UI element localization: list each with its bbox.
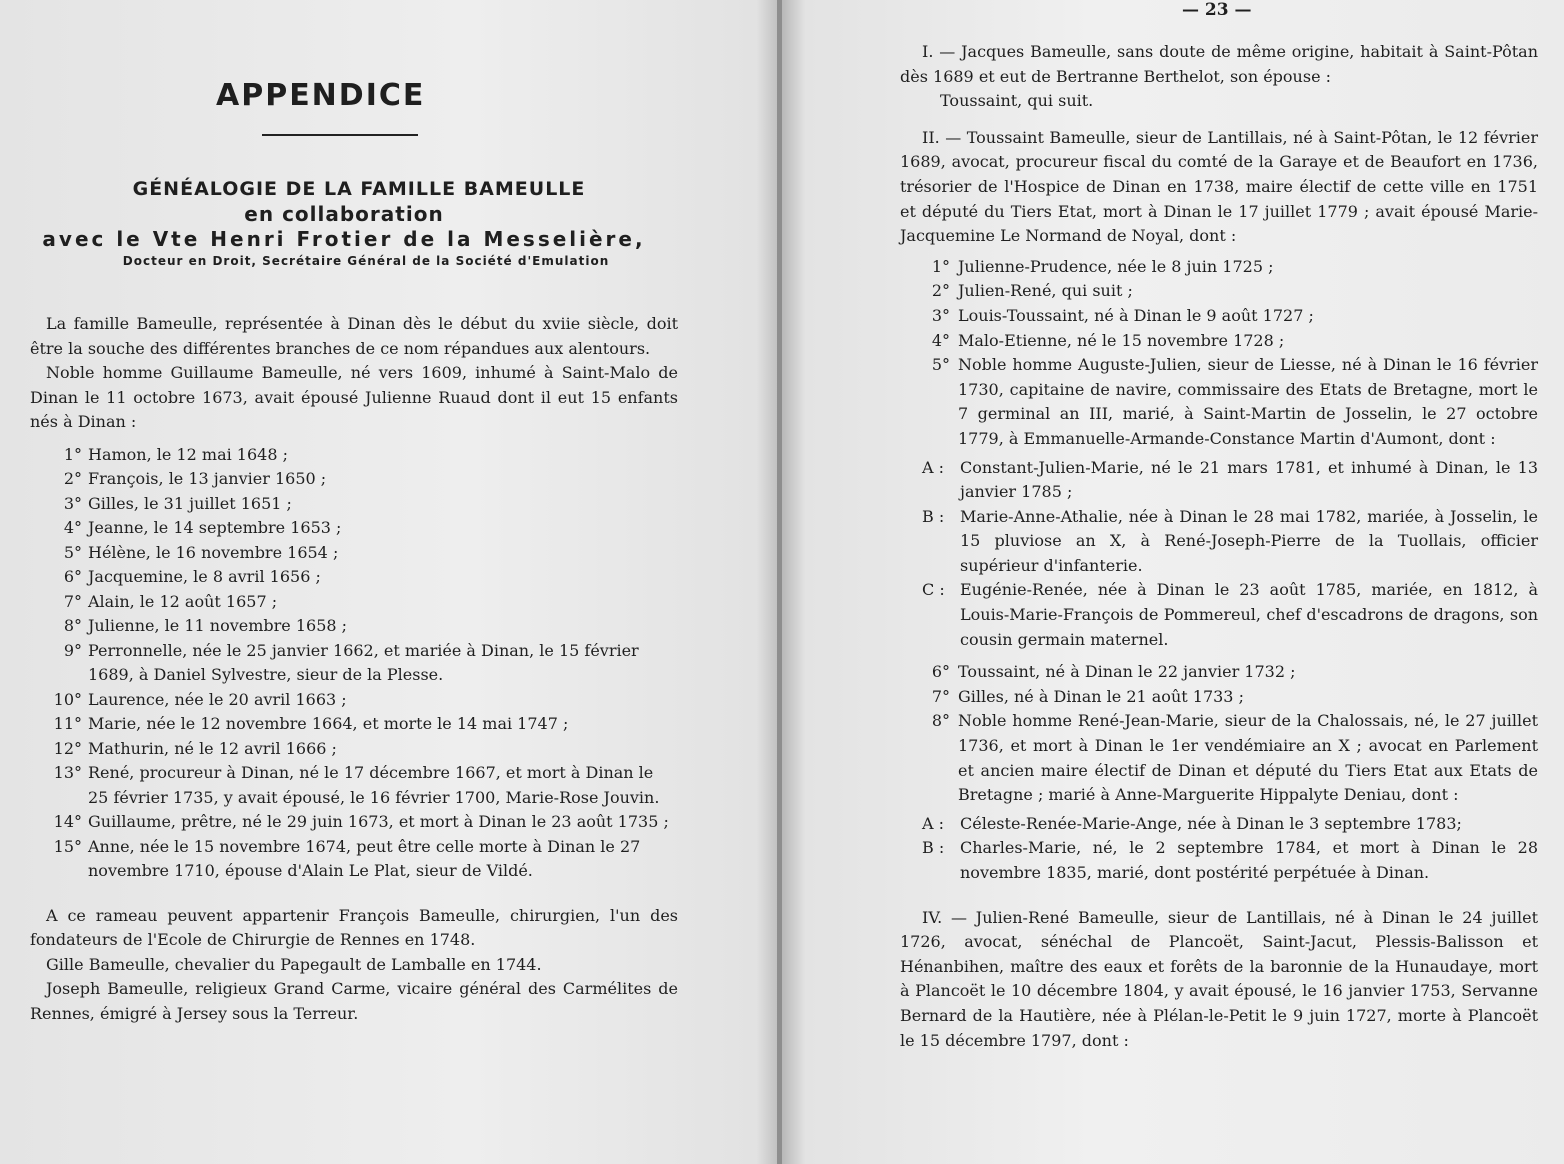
list-item-text: Eugénie-Renée, née à Dinan le 23 août 1785, mariée, en 1812, à Louis-Marie-François de Pommereul, chef d'escadrons de dragons, son cousin germain maternel.	[960, 580, 1538, 649]
right-page-body	[900, 40, 1538, 1053]
grandchild-entry	[922, 505, 1538, 579]
list-item-number: 15°	[53, 836, 82, 856]
genealogy-heading	[18, 178, 670, 269]
child-entry	[900, 329, 1538, 354]
child-entry	[30, 712, 678, 737]
list-item-number: 1°	[931, 256, 950, 276]
child-entry	[30, 810, 678, 835]
list-item-text: Malo-Etienne, né le 15 novembre 1728 ;	[958, 330, 1285, 350]
closing-paragraph-3: Joseph Bameulle, religieux Grand Carme, vicaire général des Carmélites de Rennes, émigré à Jersey sous la Terreur.	[30, 979, 678, 1023]
list-item-number: C :	[922, 580, 945, 600]
list-item-number: 2°	[931, 281, 950, 301]
list-item-text: Julienne-Prudence, née le 8 juin 1725 ;	[958, 256, 1274, 276]
child-entry	[30, 688, 678, 713]
right-page	[782, 0, 1564, 1164]
child-entry	[30, 737, 678, 762]
child-entry	[900, 255, 1538, 280]
heading-line-4: Docteur en Droit, Secrétaire Général de la Société d'Emulation	[122, 253, 610, 268]
list-item-text: Jeanne, le 14 septembre 1653 ;	[88, 518, 342, 537]
list-item-text: Perronnelle, née le 25 janvier 1662, et mariée à Dinan, le 15 février 1689, à Daniel Sylvestre, sieur de la Plesse.	[88, 640, 639, 684]
list-item-number: 4°	[931, 330, 950, 350]
child-entry	[900, 353, 1538, 451]
child-entry	[30, 565, 678, 590]
list-item-number: 11°	[53, 714, 82, 733]
list-item-number: B :	[922, 506, 945, 526]
list-item-number: A :	[922, 457, 945, 477]
list-item-text: Noble homme Auguste-Julien, sieur de Liesse, né à Dinan le 16 février 1730, capitaine de navire, commissaire des Etats de Bretagne, mort le 7 germinal an III, marié, à Saint-Martin de Josselin, le 27 octobre 1779, à Emmanuelle-Armande-Constance Martin d'Aumont, dont :	[958, 355, 1538, 448]
child-entry	[30, 614, 678, 639]
grandchild-entry	[922, 456, 1538, 505]
grandchild-entry	[922, 578, 1538, 652]
list-item-text: Marie, née le 12 novembre 1664, et morte le 14 mai 1747 ;	[88, 714, 569, 733]
child-entry	[30, 443, 678, 468]
list-item-number: 9°	[63, 640, 82, 660]
left-page-body	[30, 312, 678, 1026]
child-entry	[900, 304, 1538, 329]
list-item-text: Julien-René, qui suit ;	[958, 281, 1133, 301]
child-entry	[30, 590, 678, 615]
heading-line-1: GÉNÉALOGIE DE LA FAMILLE BAMEULLE	[132, 178, 586, 200]
list-item-number: 13°	[53, 763, 82, 782]
list-item-number: 8°	[63, 616, 82, 635]
sub-list-5	[922, 456, 1538, 653]
list-item-number: 14°	[53, 812, 82, 831]
grandchild-entry	[922, 812, 1538, 837]
list-item-number: 6°	[931, 662, 950, 682]
sub-list-8	[922, 812, 1538, 886]
list-item-text: Louis-Toussaint, né à Dinan le 9 août 1727 ;	[958, 305, 1314, 325]
list-item-text: René, procureur à Dinan, né le 17 décembre 1667, et mort à Dinan le 25 février 1735, y avait épousé, le 16 février 1700, Marie-Rose Jouvin.	[88, 763, 660, 807]
list-item-text: Alain, le 12 août 1657 ;	[88, 591, 278, 611]
list-item-text: Laurence, née le 20 avril 1663 ;	[88, 689, 347, 709]
child-entry	[30, 835, 678, 884]
list-item-text: Anne, née le 15 novembre 1674, peut être celle morte à Dinan le 27 novembre 1710, épouse d'Alain Le Plat, sieur de Vildé.	[88, 836, 641, 880]
child-entry	[900, 279, 1538, 304]
list-item-number: 3°	[63, 493, 82, 513]
list-item-text: François, le 13 janvier 1650 ;	[88, 469, 327, 488]
intro-paragraph-2: Noble homme Guillaume Bameulle, né vers 1609, inhumé à Saint-Malo de Dinan le 11 octobre 1673, avait épousé Julienne Ruaud dont il eut 15 enfants nés à Dinan :	[30, 363, 678, 431]
list-item-number: 1°	[63, 444, 82, 464]
intro-paragraph-1: La famille Bameulle, représentée à Dinan dès le début du xviie siècle, doit être la souche des différentes branches de ce nom répandues aux alentours.	[30, 314, 678, 358]
child-entry	[900, 660, 1538, 685]
heading-line-3: avec le Vte Henri Frotier de la Messelière,	[42, 226, 646, 251]
list-item-text: Julienne, le 11 novembre 1658 ;	[88, 616, 348, 635]
list-item-number: 5°	[931, 355, 950, 375]
list-item-number: 4°	[63, 518, 82, 537]
page-number: — 23 —	[1182, 0, 1252, 20]
list-item-number: 2°	[63, 469, 82, 488]
child-entry	[30, 492, 678, 517]
child-entry	[900, 685, 1538, 710]
section-2: II. — Toussaint Bameulle, sieur de Lantillais, né à Saint-Pôtan, le 12 février 1689, avocat, procureur fiscal du comté de la Garaye et de Beaufort en 1736, trésorier de l'Hospice de Dinan en 1738, maire électif de cette ville en 1751 et député du Tiers Etat, mort à Dinan le 17 juillet 1779 ; avait épousé Marie-Jacquemine Le Normand de Noyal, dont :	[900, 127, 1538, 246]
list-item-number: B :	[922, 838, 945, 858]
list-item-text: Hamon, le 12 mai 1648 ;	[88, 444, 288, 464]
closing-paragraph-2: Gille Bameulle, chevalier du Papegault de Lamballe en 1744.	[46, 954, 542, 974]
list-item-number: 12°	[53, 738, 82, 758]
child-entry	[900, 709, 1538, 807]
child-entry	[30, 516, 678, 541]
list-item-number: 8°	[931, 711, 950, 731]
children-list-a	[900, 255, 1538, 452]
list-item-text: Noble homme René-Jean-Marie, sieur de la Chalossais, né, le 27 juillet 1736, et mort à Dinan le 1er vendémiaire an X ; avocat en Parlement et ancien maire électif de Dinan et député du Tiers Etat aux Etats de Bretagne ; marié à Anne-Marguerite Hippalyte Deniau, dont :	[958, 711, 1538, 805]
list-item-number: 5°	[63, 542, 82, 562]
list-item-text: Hélène, le 16 novembre 1654 ;	[88, 542, 339, 562]
list-item-number: 10°	[53, 689, 82, 709]
child-entry	[30, 541, 678, 566]
list-item-text: Mathurin, né le 12 avril 1666 ;	[88, 738, 337, 758]
child-entry	[30, 639, 678, 688]
heading-line-2: en collaboration	[244, 201, 444, 226]
closing-paragraph-1: A ce rameau peuvent appartenir François Bameulle, chirurgien, l'un des fondateurs de l'Ecole de Chirurgie de Rennes en 1748.	[30, 905, 678, 949]
list-item-number: 7°	[63, 591, 82, 611]
list-item-text: Guillaume, prêtre, né le 29 juin 1673, et mort à Dinan le 23 août 1735 ;	[88, 812, 669, 831]
list-item-text: Charles-Marie, né, le 2 septembre 1784, et mort à Dinan le 28 novembre 1835, marié, dont postérité perpétuée à Dinan.	[960, 838, 1538, 882]
list-item-text: Gilles, né à Dinan le 21 août 1733 ;	[958, 686, 1244, 706]
child-entry	[30, 761, 678, 810]
list-item-text: Toussaint, né à Dinan le 22 janvier 1732 ;	[958, 662, 1296, 682]
list-item-text: Gilles, le 31 juillet 1651 ;	[88, 493, 292, 513]
list-item-number: 7°	[931, 686, 950, 706]
children-list	[30, 443, 678, 884]
list-item-number: 3°	[931, 305, 950, 325]
children-list-b	[900, 660, 1538, 808]
grandchild-entry	[922, 836, 1538, 885]
section-1: I. — Jacques Bameulle, sans doute de même origine, habitait à Saint-Pôtan dès 1689 et eut de Bertranne Berthelot, son épouse :	[900, 42, 1538, 86]
list-item-text: Jacquemine, le 8 avril 1656 ;	[88, 567, 321, 586]
list-item-number: 6°	[63, 567, 82, 586]
list-item-text: Marie-Anne-Athalie, née à Dinan le 28 mai 1782, mariée, à Josselin, le 15 pluviose an X, à René-Joseph-Pierre de la Tuollais, officier supérieur d'infanterie.	[960, 506, 1538, 575]
child-entry	[30, 467, 678, 492]
appendix-title: APPENDICE	[216, 78, 426, 113]
title-divider	[262, 134, 418, 136]
list-item-number: A :	[922, 813, 945, 833]
section-1-follow: Toussaint, qui suit.	[940, 91, 1094, 111]
list-item-text: Céleste-Renée-Marie-Ange, née à Dinan le 3 septembre 1783;	[960, 813, 1462, 833]
section-4: IV. — Julien-René Bameulle, sieur de Lantillais, né à Dinan le 24 juillet 1726, avocat, sénéchal de Plancoët, Saint-Jacut, Plessis-Balisson et Hénanbihen, maître des eaux et forêts de la baronnie de la Hunaudaye, mort à Plancoët le 10 décembre 1804, y avait épousé, le 16 janvier 1753, Servanne Bernard de la Hautière, née à Plélan-le-Petit le 9 juin 1727, morte à Plancoët le 15 décembre 1797, dont :	[900, 907, 1538, 1050]
left-page	[0, 0, 780, 1164]
list-item-text: Constant-Julien-Marie, né le 21 mars 1781, et inhumé à Dinan, le 13 janvier 1785 ;	[960, 457, 1538, 502]
